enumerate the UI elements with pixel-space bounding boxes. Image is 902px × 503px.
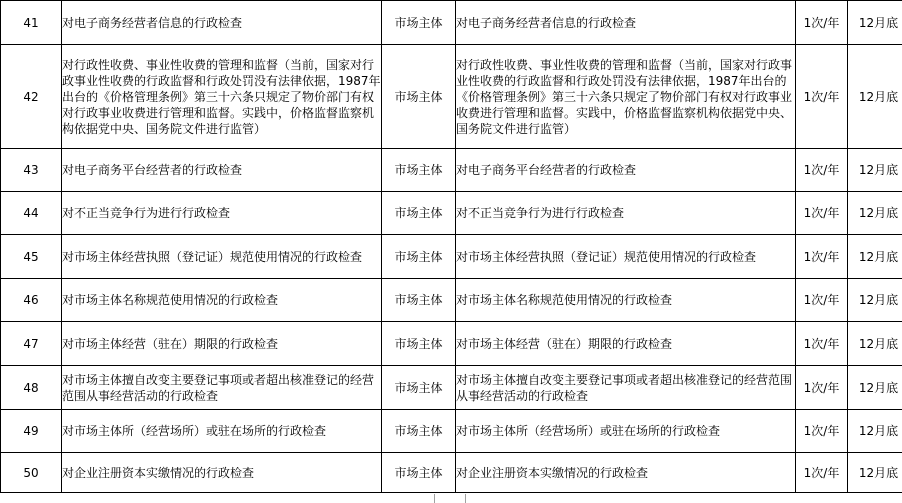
inspection-content: 对市场主体经营（驻在）期限的行政检查: [456, 322, 796, 366]
inspection-item: 对市场主体经营执照（登记证）规范使用情况的行政检查: [62, 235, 382, 279]
row-number: 44: [1, 192, 62, 235]
inspection-deadline: 12月底: [848, 453, 902, 493]
inspection-item: 对市场主体所（经营场所）或驻在场所的行政检查: [62, 410, 382, 453]
inspection-content: 对市场主体擅自改变主要登记事项或者超出核准登记的经营范围从事经营活动的行政检查: [456, 366, 796, 410]
inspection-item: 对市场主体经营（驻在）期限的行政检查: [62, 322, 382, 366]
inspection-frequency: 1次/年: [796, 410, 848, 453]
inspection-deadline: 12月底: [848, 235, 902, 279]
table-row: [1, 192, 902, 235]
inspection-item: 对市场主体擅自改变主要登记事项或者超出核准登记的经营范围从事经营活动的行政检查: [62, 366, 382, 410]
row-number: 46: [1, 279, 62, 322]
inspection-deadline: 12月底: [848, 322, 902, 366]
row-number: 50: [1, 453, 62, 493]
inspection-deadline: 12月底: [848, 279, 902, 322]
table-row: [1, 322, 902, 366]
inspection-subject: 市场主体: [382, 235, 456, 279]
table-row: [1, 410, 902, 453]
inspection-frequency: 1次/年: [796, 149, 848, 192]
inspection-subject: 市场主体: [382, 1, 456, 45]
inspection-content: 对电子商务平台经营者的行政检查: [456, 149, 796, 192]
inspection-frequency: 1次/年: [796, 322, 848, 366]
inspection-deadline: 12月底: [848, 192, 902, 235]
row-number: 45: [1, 235, 62, 279]
page-divider: [434, 494, 435, 503]
row-number: 42: [1, 45, 62, 149]
inspection-frequency: 1次/年: [796, 366, 848, 410]
inspection-deadline: 12月底: [848, 45, 902, 149]
row-number: 47: [1, 322, 62, 366]
inspection-deadline: 12月底: [848, 1, 902, 45]
inspection-deadline: 12月底: [848, 149, 902, 192]
inspection-frequency: 1次/年: [796, 45, 848, 149]
table-row: [1, 453, 902, 493]
table-row: [1, 149, 902, 192]
table-row: [1, 235, 902, 279]
inspection-item: 对市场主体名称规范使用情况的行政检查: [62, 279, 382, 322]
inspection-item: 对电子商务经营者信息的行政检查: [62, 1, 382, 45]
inspection-subject: 市场主体: [382, 192, 456, 235]
inspection-subject: 市场主体: [382, 366, 456, 410]
inspection-content: 对企业注册资本实缴情况的行政检查: [456, 453, 796, 493]
inspection-deadline: 12月底: [848, 410, 902, 453]
row-number: 49: [1, 410, 62, 453]
inspection-item: 对行政性收费、事业性收费的管理和监督（当前，国家对行政事业性收费的行政监督和行政处罚没有法律依据，1987年出台的《价格管理条例》第三十六条只规定了物价部门有权对行政事业收费进行管理和监督。实践中，价格监督监察机构依据党中央、国务院文件进行监管）: [62, 45, 382, 149]
row-number: 41: [1, 1, 62, 45]
inspection-item: 对电子商务平台经营者的行政检查: [62, 149, 382, 192]
inspection-item: 对企业注册资本实缴情况的行政检查: [62, 453, 382, 493]
inspection-content: 对市场主体经营执照（登记证）规范使用情况的行政检查: [456, 235, 796, 279]
inspection-subject: 市场主体: [382, 149, 456, 192]
page-divider: [465, 494, 466, 503]
inspection-content: 对不正当竞争行为进行行政检查: [456, 192, 796, 235]
inspection-item: 对不正当竞争行为进行行政检查: [62, 192, 382, 235]
table-row: [1, 279, 902, 322]
row-number: 43: [1, 149, 62, 192]
inspection-frequency: 1次/年: [796, 279, 848, 322]
inspection-content: 对行政性收费、事业性收费的管理和监督（当前，国家对行政事业性收费的行政监督和行政处罚没有法律依据，1987年出台的《价格管理条例》第三十六条只规定了物价部门有权对行政事业收费进行管理和监督。实践中，价格监督监察机构依据党中央、国务院文件进行监管）: [456, 45, 796, 149]
inspection-content: 对市场主体所（经营场所）或驻在场所的行政检查: [456, 410, 796, 453]
table-row: [1, 1, 902, 45]
inspection-frequency: 1次/年: [796, 453, 848, 493]
inspection-subject: 市场主体: [382, 453, 456, 493]
table-row: [1, 366, 902, 410]
inspection-subject: 市场主体: [382, 279, 456, 322]
inspection-content: 对电子商务经营者信息的行政检查: [456, 1, 796, 45]
inspection-subject: 市场主体: [382, 45, 456, 149]
inspection-subject: 市场主体: [382, 322, 456, 366]
inspection-content: 对市场主体名称规范使用情况的行政检查: [456, 279, 796, 322]
inspection-deadline: 12月底: [848, 366, 902, 410]
inspection-frequency: 1次/年: [796, 1, 848, 45]
inspection-frequency: 1次/年: [796, 192, 848, 235]
inspection-subject: 市场主体: [382, 410, 456, 453]
row-number: 48: [1, 366, 62, 410]
table-row: [1, 45, 902, 149]
inspection-frequency: 1次/年: [796, 235, 848, 279]
